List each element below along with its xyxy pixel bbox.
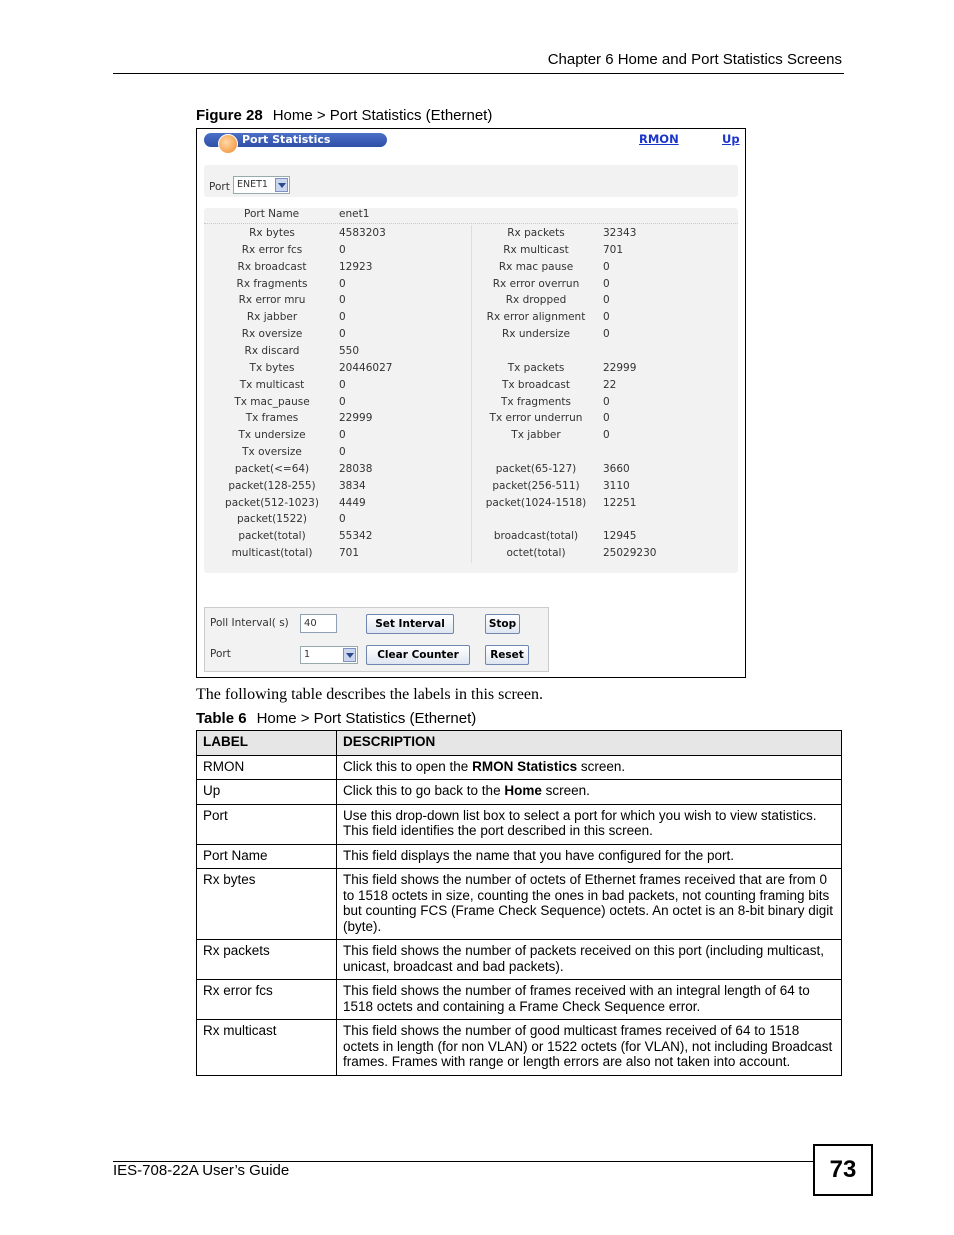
stat-value: 3110 — [603, 479, 630, 492]
port-label: Port — [209, 181, 230, 193]
description-text: This field shows the number of frames received with an integral length of 64 to 1518 octets and containing a Frame Check Sequence error. — [343, 983, 810, 1014]
chevron-down-icon[interactable] — [343, 648, 356, 662]
stat-label: Tx bytes — [249, 361, 295, 374]
stat-label — [466, 444, 606, 461]
poll-port-select[interactable] — [300, 646, 358, 664]
row-label: Port Name — [197, 844, 337, 869]
stat-value: 3834 — [339, 479, 366, 492]
figure-title: Home > Port Statistics (Ethernet) — [272, 107, 493, 124]
stat-label: packet(1024-1518) — [485, 496, 587, 509]
stat-label: Rx bytes — [249, 227, 295, 239]
stat-value: 28038 — [339, 462, 373, 475]
row-label: Port — [197, 804, 337, 844]
row-description — [337, 980, 842, 1020]
stat-value: 550 — [339, 344, 360, 357]
stat-label: Rx jabber — [246, 311, 298, 324]
poll-port-value: 1 — [304, 649, 311, 660]
stat-value: 0 — [339, 429, 346, 442]
description-text: Use this drop-down list box to select a port for which you wish to view statistics. This field identifies the port described in this screen. — [343, 807, 817, 838]
table-row — [197, 844, 842, 869]
stat-label — [466, 343, 606, 360]
page-number: 73 — [813, 1144, 873, 1196]
stat-value: 0 — [603, 328, 610, 341]
row-label: Rx error fcs — [197, 980, 337, 1020]
poll-interval-input[interactable]: 40 — [300, 614, 337, 633]
table-header-row — [197, 731, 842, 756]
tab-port-statistics — [204, 133, 387, 147]
description-text-end: screen. — [577, 758, 626, 774]
stat-label: broadcast(total) — [493, 530, 579, 543]
stat-label: multicast(total) — [231, 547, 313, 560]
stat-value: 4449 — [339, 496, 366, 509]
stat-value: 4583203 — [339, 227, 386, 239]
stat-label: Rx error alignment — [486, 311, 586, 324]
description-bold: RMON Statistics — [472, 758, 578, 774]
description-text-end: screen. — [541, 783, 590, 798]
stat-label: Tx mac_pause — [234, 395, 310, 408]
stat-value: 3660 — [603, 462, 630, 475]
stat-label: packet(1522) — [236, 513, 308, 526]
table-caption — [196, 710, 476, 727]
stat-value: 0 — [339, 277, 346, 290]
stat-label: packet(total) — [238, 530, 306, 543]
port-statistics-screen — [196, 128, 746, 678]
poll-interval-label: Poll Interval( s) — [210, 617, 289, 629]
stat-value: 25029230 — [603, 547, 657, 560]
stat-label: Rx packets — [507, 227, 565, 239]
stat-label: Rx oversize — [241, 328, 303, 341]
description-text: Click this to open the — [343, 758, 473, 774]
stat-label: packet(512-1023) — [225, 496, 319, 509]
stat-value: 0 — [603, 311, 610, 324]
row-description — [337, 844, 842, 869]
header-label: LABEL — [197, 731, 337, 756]
tab-title: Port Statistics — [242, 133, 331, 146]
row-label: RMON — [197, 755, 337, 780]
stat-value: 0 — [339, 395, 346, 408]
stat-value: 701 — [339, 547, 360, 560]
stat-label: Rx error fcs — [241, 243, 303, 256]
stat-value: 55342 — [339, 530, 373, 543]
stat-label: Tx broadcast — [501, 378, 571, 391]
stat-value: 0 — [339, 513, 346, 526]
stat-label: Tx fragments — [500, 395, 571, 408]
table-row — [197, 1020, 842, 1076]
row-label: Rx packets — [197, 940, 337, 980]
clear-counter-button[interactable]: Clear Counter — [366, 645, 470, 665]
stat-value: 0 — [339, 378, 346, 391]
stat-label: Rx multicast — [503, 243, 569, 256]
stat-label: packet(256-511) — [492, 479, 580, 492]
row-description — [337, 1020, 842, 1076]
stat-label: Tx multicast — [239, 378, 305, 391]
stat-value: 32343 — [603, 227, 637, 239]
table-row — [197, 755, 842, 780]
stat-value: 12945 — [603, 530, 637, 543]
row-description — [337, 780, 842, 805]
table-title: Home > Port Statistics (Ethernet) — [256, 710, 477, 727]
figure-label: Figure 28 — [196, 107, 263, 124]
description-bold: Home — [504, 783, 542, 798]
row-description — [337, 804, 842, 844]
stat-value: 12923 — [339, 260, 373, 273]
stat-value: 0 — [603, 260, 610, 273]
stat-value: 0 — [603, 412, 610, 425]
description-table — [196, 730, 842, 1076]
stat-label: Rx mac pause — [498, 260, 574, 273]
table-row — [197, 869, 842, 940]
stat-label — [466, 511, 606, 528]
stat-label: octet(total) — [506, 547, 566, 560]
stat-label: packet(65-127) — [495, 462, 577, 475]
row-label: Rx bytes — [197, 869, 337, 940]
stat-value: 22999 — [339, 412, 373, 425]
poll-controls — [204, 607, 549, 672]
figure-caption — [196, 107, 492, 124]
row-description — [337, 940, 842, 980]
stat-value: 0 — [339, 446, 346, 459]
table-row — [197, 780, 842, 805]
header-rule — [113, 73, 844, 74]
stat-value: 701 — [603, 243, 624, 256]
stat-value: 22999 — [603, 361, 637, 374]
stats-divider — [204, 223, 738, 224]
row-label: Up — [197, 780, 337, 805]
stat-label: packet(<=64) — [234, 462, 310, 475]
table-row — [197, 804, 842, 844]
table-label: Table 6 — [196, 710, 247, 727]
footer-guide: IES-708-22A User’s Guide — [113, 1162, 290, 1179]
up-link[interactable]: Up — [722, 132, 740, 146]
stat-label: Rx broadcast — [237, 260, 307, 273]
stat-label: Rx fragments — [236, 277, 308, 290]
stat-value: 0 — [339, 311, 346, 324]
stat-label: packet(128-255) — [228, 479, 316, 492]
stat-label: Rx dropped — [505, 294, 567, 307]
stat-value: 0 — [339, 243, 346, 256]
intro-paragraph: The following table describes the labels in this screen. — [196, 686, 544, 703]
stat-value: 22 — [603, 378, 617, 391]
stat-label: Tx error underrun — [489, 412, 583, 425]
description-text: Click this to go back to the — [343, 783, 505, 798]
stat-value: 0 — [603, 395, 610, 408]
table-row — [197, 980, 842, 1020]
poll-port-label: Port — [210, 648, 231, 660]
reset-button[interactable]: Reset — [485, 645, 529, 665]
stat-label: Rx error mru — [238, 294, 306, 307]
stat-value: 20446027 — [339, 361, 393, 374]
description-text: This field displays the name that you have configured for the port. — [343, 847, 734, 863]
set-interval-button[interactable]: Set Interval — [366, 614, 454, 634]
chapter-title: Chapter 6 Home and Port Statistics Screens — [547, 51, 842, 68]
rmon-link[interactable]: RMON — [639, 132, 679, 146]
table-row — [197, 940, 842, 980]
port-select-value: ENET1 — [237, 179, 268, 190]
description-text: This field shows the number of octets of Ethernet frames received that are from 0 to 1518 octets in size, counting the ones in bad packets, not counting framing bits but counting FCS (Frame Check Sequence) octets. An octet is an 8-bit binary digit (byte). — [343, 872, 833, 934]
stat-label: Tx jabber — [511, 429, 561, 442]
stat-value: 0 — [339, 294, 346, 307]
stat-label: Tx frames — [245, 412, 299, 425]
chevron-down-icon[interactable] — [275, 178, 288, 192]
stat-value: 0 — [339, 328, 346, 341]
tab-bullet-icon — [218, 134, 238, 154]
stat-label: Tx undersize — [238, 429, 306, 442]
stat-value: 0 — [603, 277, 610, 290]
header-description: DESCRIPTION — [337, 731, 842, 756]
stat-label: Rx undersize — [502, 328, 570, 341]
stop-button[interactable]: Stop — [485, 614, 520, 634]
stat-value: 0 — [603, 294, 610, 307]
stat-value: 0 — [603, 429, 610, 442]
stat-value: 12251 — [603, 496, 637, 509]
port-select[interactable] — [233, 176, 290, 194]
description-text: This field shows the number of packets received on this port (including multicast, unicast, broadcast and bad packets). — [343, 943, 824, 974]
row-description — [337, 755, 842, 780]
row-description — [337, 869, 842, 940]
stat-label: Tx packets — [507, 361, 565, 374]
port-name-value: enet1 — [339, 208, 370, 220]
stat-label: Rx error overrun — [492, 277, 580, 290]
description-text: This field shows the number of good multicast frames received of 64 to 1518 octets in length (for non VLAN) or 1522 octets (for VLAN), not including Broadcast frames. Frames with range or length errors are also not taken into account. — [343, 1023, 833, 1069]
stat-label: Tx oversize — [242, 446, 302, 459]
row-label: Rx multicast — [197, 1020, 337, 1076]
port-name-label: Port Name — [244, 208, 300, 220]
stat-label: Rx discard — [244, 344, 300, 357]
